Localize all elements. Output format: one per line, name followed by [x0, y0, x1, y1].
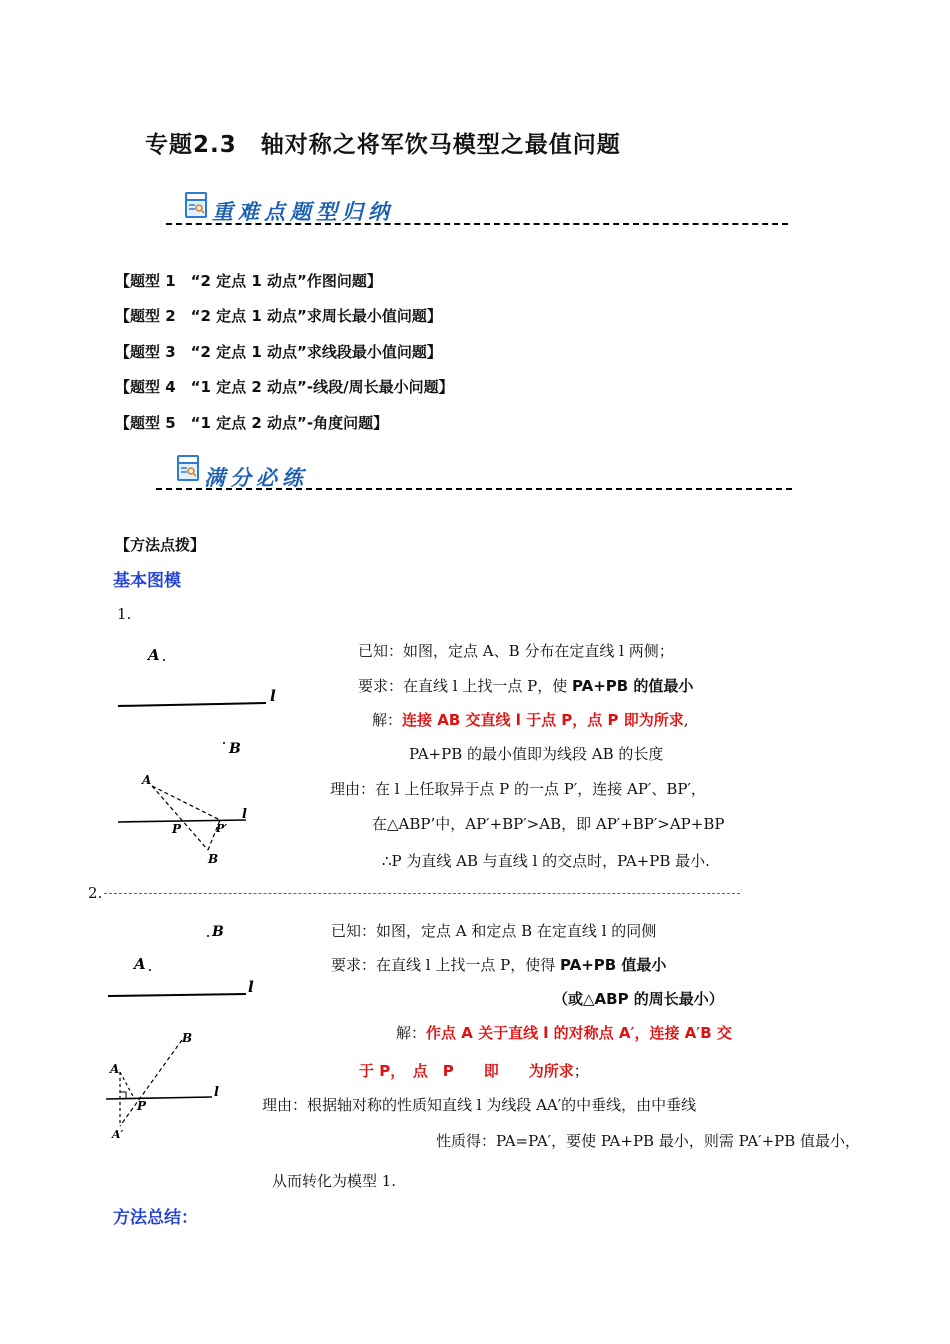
svg-text:B: B [212, 924, 224, 940]
banner-divider [166, 223, 788, 225]
model1-solution: 解：连接 AB 交直线 l 于点 P，点 P 即为所求, [372, 711, 689, 729]
segment-ap [120, 1072, 134, 1098]
page-title: 专题2.3 轴对称之将军饮马模型之最值问题 [145, 132, 621, 158]
type-item: 【题型 2 “2 定点 1 动点”求周长最小值问题】 [115, 307, 442, 325]
type-item: 【题型 1 “2 定点 1 动点”作图问题】 [115, 272, 382, 290]
model2-requirement-alt: （或△ABP 的周长最小） [553, 990, 724, 1008]
model2-solution: 解：作点 A 关于直线 l 的对称点 A′，连接 A′B 交 [396, 1024, 732, 1042]
model2-figure-b [100, 1030, 240, 1145]
model2-conclusion: 从而转化为模型 1. [272, 1172, 397, 1190]
method-tip-label: 【方法点拨】 [115, 536, 206, 554]
model2-solution-cont: 于 P， 点 P 即 为所求； [359, 1062, 589, 1080]
type-item: 【题型 4 “1 定点 2 动点”-线段/周长最小问题】 [115, 378, 454, 396]
model1-min-line: PA+PB 的最小值即为线段 AB 的长度 [409, 745, 664, 763]
type-item: 【题型 3 “2 定点 1 动点”求线段最小值问题】 [115, 343, 442, 361]
model2-known: 已知：如图，定点 A 和定点 B 在定直线 l 的同侧 [331, 922, 657, 940]
svg-text:l: l [242, 807, 247, 822]
svg-text:P: P [172, 822, 182, 836]
svg-text:A′: A′ [112, 1128, 124, 1141]
model1-conclusion: ∴P 为直线 AB 与直线 l 的交点时，PA+PB 最小. [382, 852, 710, 870]
model1-known: 已知：如图，定点 A、B 分布在定直线 l 两侧； [358, 642, 674, 660]
svg-text:P′: P′ [216, 822, 228, 835]
model2-reason: 理由：根据轴对称的性质知直线 l 为线段 AA′的中垂线，由中垂线 [262, 1096, 697, 1114]
model1-requirement: 要求：在直线 l 上找一点 P，使 PA+PB 的值最小 [358, 677, 694, 695]
basic-models-heading: 基本图模 [113, 571, 181, 591]
segment-bp-a-prime [120, 1040, 182, 1126]
segment-ab [152, 786, 208, 850]
right-angle-mark [120, 1092, 126, 1098]
document-icon [184, 191, 208, 219]
svg-text:l: l [214, 1085, 219, 1100]
model1-figure-b [110, 770, 270, 870]
model2-reason: 性质得：PA=PA′，要使 PA+PB 最小，则需 PA′+PB 值最小， [436, 1132, 861, 1150]
model-number: 2. [88, 884, 103, 902]
section-separator [104, 893, 740, 894]
model1-figure-a [110, 640, 290, 770]
model1-reason: 理由：在 l 上任取异于点 P 的一点 P′，连接 AP′、BP′， [330, 780, 706, 798]
svg-text:B: B [208, 852, 219, 866]
banner-heading-key-types: 重难点题型归纳 [212, 199, 394, 224]
method-summary-heading: 方法总结： [113, 1208, 198, 1228]
model2-requirement: 要求：在直线 l 上找一点 P，使得 PA+PB 值最小 [331, 956, 667, 974]
document-icon [176, 454, 200, 482]
banner-divider [156, 488, 792, 490]
figure-label-l: l [270, 687, 276, 705]
svg-text:A: A [110, 1062, 120, 1076]
line-l [118, 703, 266, 706]
line-l [106, 1097, 212, 1099]
type-item: 【题型 5 “1 定点 2 动点”-角度问题】 [115, 414, 389, 432]
svg-text:A: A [142, 773, 152, 787]
svg-text:P: P [137, 1099, 147, 1113]
svg-text:B: B [182, 1031, 193, 1045]
figure-label-a: A [148, 646, 160, 664]
model-number: 1. [117, 605, 132, 623]
segment-ap-prime [152, 786, 220, 820]
model2-figure-a [100, 918, 280, 1008]
banner-heading-practice: 满分必练 [204, 465, 308, 490]
svg-text:l: l [248, 978, 254, 996]
figure-label-b: B [229, 741, 241, 757]
model1-reason: 在△ABP’中，AP′+BP′>AB，即 AP′+BP′>AP+BP [372, 815, 725, 833]
line-l [108, 994, 246, 996]
svg-text:A: A [134, 955, 146, 973]
